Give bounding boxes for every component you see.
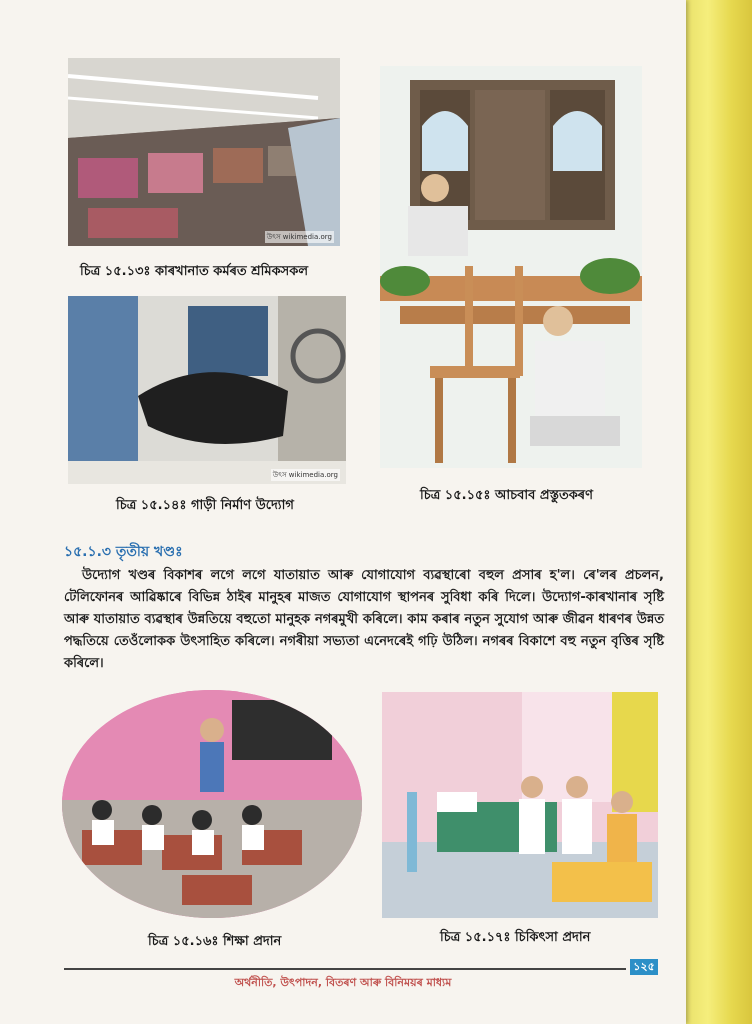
car-manufacturing-photo xyxy=(68,296,346,484)
image-credit: উৎস wikimedia.org xyxy=(272,471,338,479)
factory-workers-photo xyxy=(68,58,340,246)
figure-caption: চিত্ৰ ১৫.১৩ঃ কাৰখানাত কৰ্মৰত শ্ৰমিকসকল xyxy=(80,264,309,279)
section-heading: ১৫.১.৩ তৃতীয় খণ্ডঃ xyxy=(64,544,183,560)
image-credit: উৎস wikimedia.org xyxy=(266,233,332,241)
page-edge-yellow xyxy=(684,0,752,1024)
medical-treatment-illustration xyxy=(382,692,658,918)
body-paragraph: উদ্যোগ খণ্ডৰ বিকাশৰ লগে লগে যাতায়াত আৰু যোগাযোগ ব্যৱস্থাৰো বহুল প্ৰসাৰ হ'ল। ৰে'লৰ প্ৰচলন, টেলিফোনৰ আৱিষ্কাৰে বিভিন্ন ঠাইৰ মানুহৰ মাজত যোগাযোগ স্থাপনৰ সুবিধা কৰি দিলে। উদ্যোগ-কাৰখানাৰ সৃষ্টি আৰু যাতায়াত ব্যৱস্থাৰ উন্নতিয়ে বহুতো মানুহক নগৰমুখী কৰিলে। কাম কৰাৰ নতুন সুযোগ আৰু জীৱন ধাৰণৰ উন্নত পদ্ধতিয়ে তেওঁলোকক উৎসাহিত কৰিলে। নগৰীয়া সভ্যতা এনেদৰেই গঢ়ি উঠিল। নগৰৰ বিকাশে বহু নতুন বৃত্তিৰ সৃষ্টি কৰিলে। xyxy=(64,568,664,671)
figure-caption: চিত্ৰ ১৫.১৪ঃ গাড়ী নিৰ্মাণ উদ্যোগ xyxy=(116,498,294,513)
page-number: ১২৫ xyxy=(630,959,658,975)
figure-caption: চিত্ৰ ১৫.১৫ঃ আচবাব প্ৰস্তুতকৰণ xyxy=(420,488,593,503)
footer-text: অৰ্থনীতি, উৎপাদন, বিতৰণ আৰু বিনিময়ৰ মাধ্যম xyxy=(234,976,452,989)
footer-rule xyxy=(64,968,626,970)
furniture-making-illustration xyxy=(380,66,642,468)
figure-caption: চিত্ৰ ১৫.১৭ঃ চিকিৎসা প্ৰদান xyxy=(440,930,591,945)
teaching-illustration xyxy=(62,690,362,918)
figure-caption: চিত্ৰ ১৫.১৬ঃ শিক্ষা প্ৰদান xyxy=(148,934,282,949)
